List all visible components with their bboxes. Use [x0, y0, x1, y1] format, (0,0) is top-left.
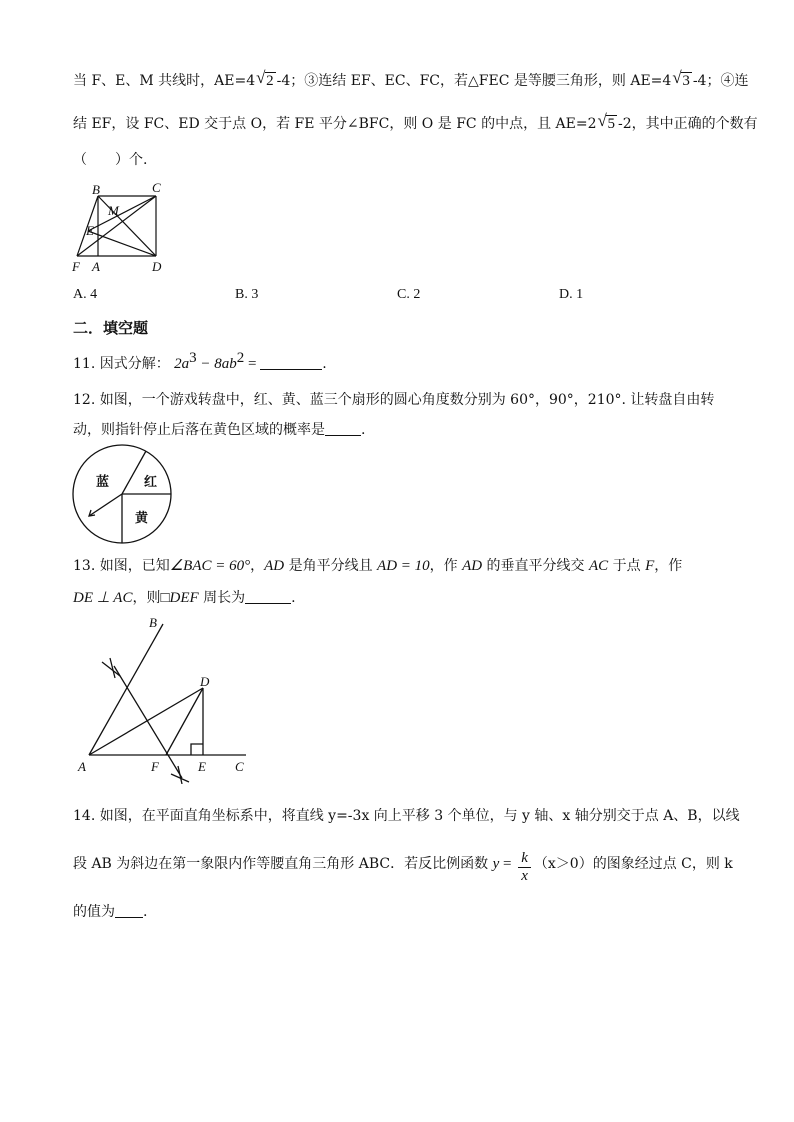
q10-text: -4；④连: [692, 73, 749, 89]
q13-text: 13. 如图，已知: [73, 558, 170, 574]
label-D: D: [152, 259, 162, 274]
q14-text: 段 AB 为斜边在第一象限内作等腰直角三角形 ABC．若反比例函数: [73, 856, 493, 872]
q14-line-3: [73, 902, 147, 922]
segment-ad: AD: [264, 558, 285, 574]
q11-term-2: − 8ab: [196, 356, 237, 372]
q13-text: 的垂直平分线交: [482, 558, 590, 574]
q10-line-2: [73, 111, 758, 134]
q11-term-1: 2a: [174, 356, 190, 372]
q12-line-2: [73, 420, 365, 440]
frac-numerator: k: [518, 850, 531, 868]
q11-exp-2: 2: [236, 350, 245, 366]
q14-text: （x＞0）的图象经过点 C，则 k: [533, 856, 733, 872]
label-C: C: [235, 759, 244, 774]
fraction-k-over-x: [518, 850, 531, 885]
q11-exp-1: 3: [189, 350, 197, 366]
sector-blue-label: 蓝: [96, 475, 110, 490]
sqrt-2: √ 2: [256, 68, 274, 89]
choice-c: C. 2: [397, 287, 421, 302]
q14-end: .: [143, 904, 148, 920]
label-A: A: [92, 259, 100, 274]
perp-de-ac: DE ⊥ AC: [73, 590, 133, 606]
q12-line-1: 12. 如图，一个游戏转盘中，红、黄、蓝三个扇形的圆心角度数分别为 60°，90°，210°. 让转盘自由转: [73, 392, 715, 408]
q14-line-2: [73, 850, 733, 885]
q14-text: 的值为: [73, 904, 115, 920]
q13-text: ，作: [654, 558, 683, 574]
choice-a: A. 4: [73, 287, 98, 302]
answer-blank[interactable]: [260, 355, 322, 370]
equals: =: [499, 856, 516, 872]
q11: [73, 350, 327, 374]
segment-ac: AC: [589, 558, 609, 574]
q13-text: ，则: [132, 590, 161, 606]
q11-lead: 11. 因式分解：: [73, 356, 170, 372]
q11-end: .: [322, 356, 327, 372]
q10-text: 结 EF，设 FC、ED 交于点 O，若 FE 平分∠BFC，则 O 是 FC 的中点，且 AE=2: [73, 116, 597, 132]
q12-text: 动，则指针停止后落在黄色区域的概率是: [73, 422, 325, 438]
q13-line-1: [73, 556, 682, 576]
label-F: F: [72, 259, 80, 274]
frac-denominator: x: [521, 868, 528, 884]
section-heading: 二．填空题: [73, 319, 149, 337]
answer-blank[interactable]: [325, 421, 361, 436]
q13-end: .: [291, 590, 296, 606]
q13-line-2: [73, 588, 296, 608]
q10-text: -4；③连结 EF、EC、FC，若△FEC 是等腰三角形，则 AE=4: [276, 73, 672, 89]
label-M: M: [108, 203, 119, 218]
label-C: C: [152, 180, 161, 195]
triangle-symbol: □: [160, 590, 170, 606]
segment-ad: AD: [462, 558, 483, 574]
q11-equals: =: [244, 356, 261, 372]
sector-yellow-label: 黄: [135, 511, 149, 526]
q14-line-1: 14. 如图，在平面直角坐标系中，将直线 y=-3x 向上平移 3 个单位，与 y 轴、x 轴分别交于点 A、B，以线: [73, 808, 740, 824]
q10-text: 当 F、E、M 共线时，AE=4: [73, 73, 256, 89]
label-B: B: [149, 615, 157, 630]
label-A: A: [78, 759, 86, 774]
q10-line-3: （ ）个.: [73, 152, 148, 168]
q13-figure: [70, 612, 260, 784]
spinner-figure: [70, 444, 176, 544]
choice-d: D. 1: [559, 287, 584, 302]
angle-bac: ∠BAC = 60°: [169, 558, 251, 574]
answer-blank[interactable]: [245, 589, 291, 604]
label-E: E: [198, 759, 206, 774]
q13-text: 于点: [608, 558, 646, 574]
sqrt-3: √ 3: [672, 68, 690, 89]
label-F: F: [151, 759, 159, 774]
q10-line-1: [73, 68, 749, 91]
q13-text: ，: [250, 558, 265, 574]
label-E: E: [86, 223, 94, 238]
q12-end: .: [361, 422, 366, 438]
point-f: F: [645, 558, 655, 574]
sqrt-5: √ 5: [597, 111, 615, 132]
q10-figure: [68, 178, 178, 278]
triangle-def: DEF: [169, 590, 199, 606]
var-y: y: [492, 856, 500, 872]
q13-text: 是角平分线且: [284, 558, 378, 574]
label-D: D: [200, 674, 210, 689]
answer-blank[interactable]: [115, 903, 143, 918]
choice-b: B. 3: [235, 287, 259, 302]
q13-text: ，作: [429, 558, 463, 574]
ad-value: AD = 10: [377, 558, 430, 574]
label-B: B: [92, 182, 100, 197]
q10-text: -2，其中正确的个数有: [617, 116, 758, 132]
sector-red-label: 红: [144, 475, 158, 490]
q13-text: 周长为: [198, 590, 246, 606]
